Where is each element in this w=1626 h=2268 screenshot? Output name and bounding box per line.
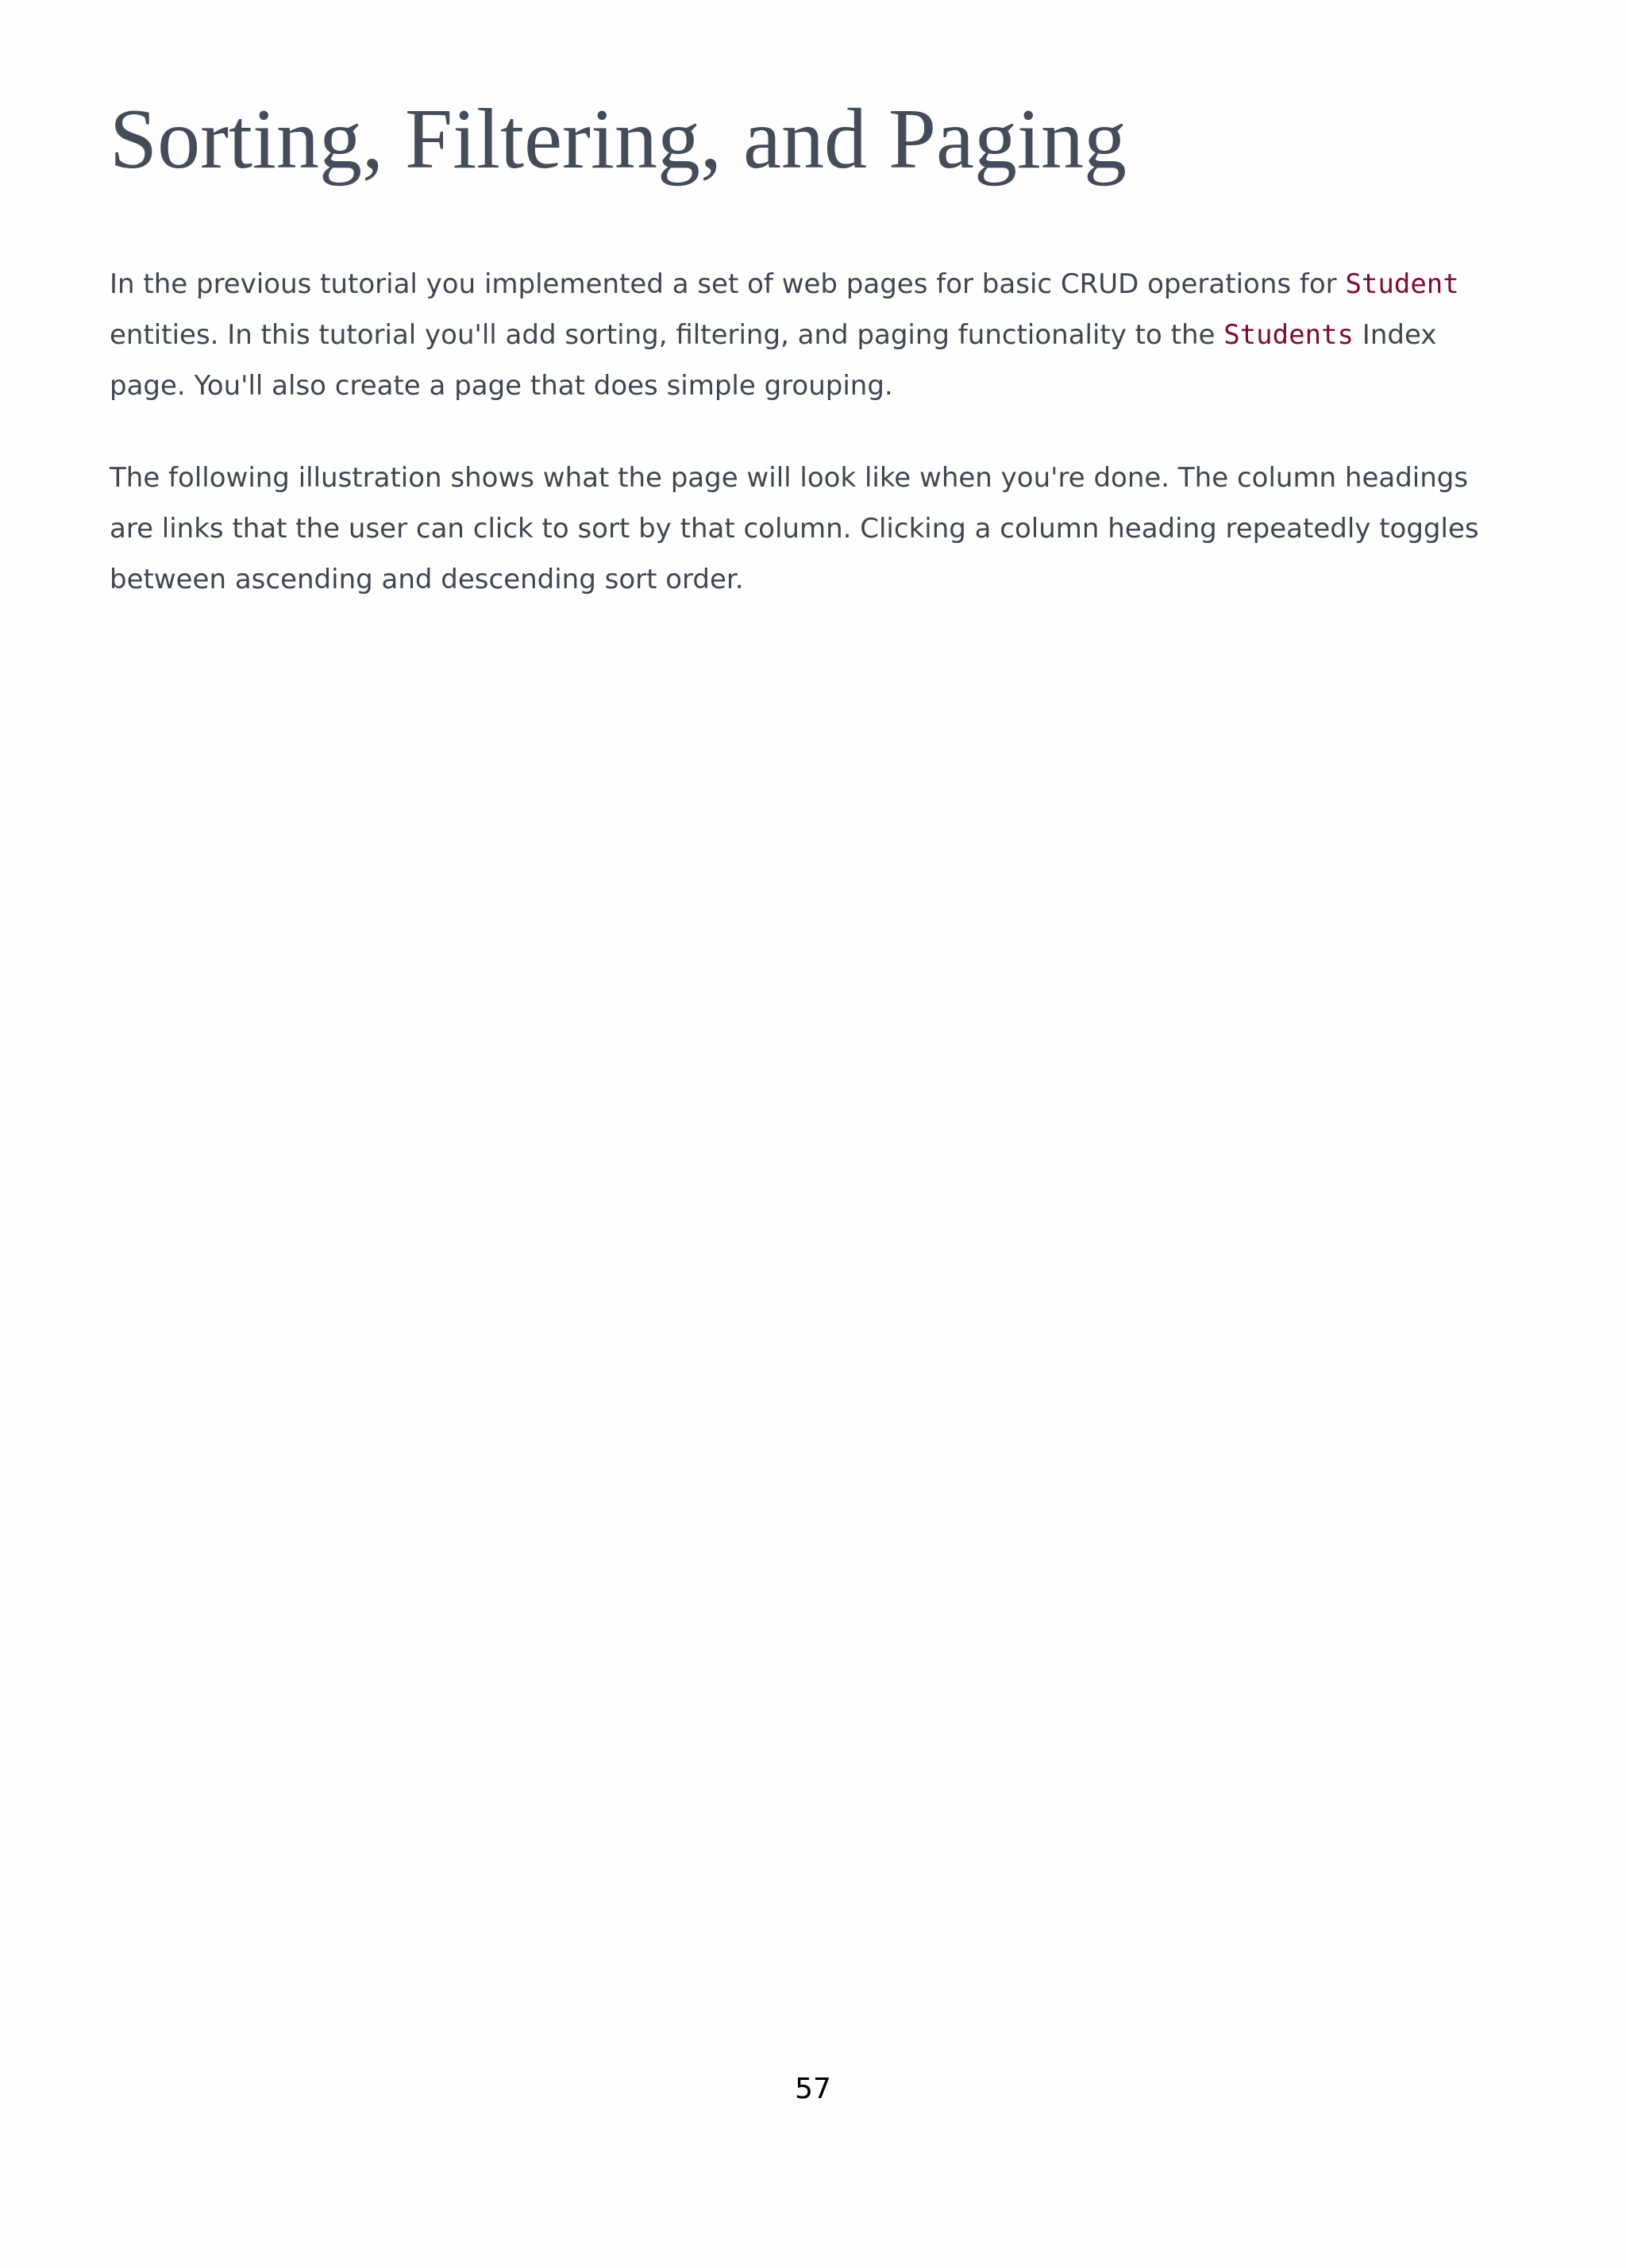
intro-text-part-1: In the previous tutorial you implemented a set of web pages for basic CRUD operations for [110,268,1346,300]
illustration-paragraph: The following illustration shows what the page will look like when you're done. The column headings are links that the user can click to sort by that column. Clicking a column heading repeatedly toggles between ascending and descending sort order. [110,462,1479,595]
page-title: Sorting, Filtering, and Paging [110,92,1127,187]
code-student: Student [1345,268,1459,300]
code-students: Students [1223,319,1354,351]
intro-paragraph [110,259,1515,411]
intro-text-part-2: entities. In this tutorial you'll add sorting, filtering, and paging functionality to the [110,319,1224,351]
intro-text-part-3: Index page. You'll also create a page that does simple grouping. [110,319,1437,402]
page-number: 57 [795,2073,831,2105]
